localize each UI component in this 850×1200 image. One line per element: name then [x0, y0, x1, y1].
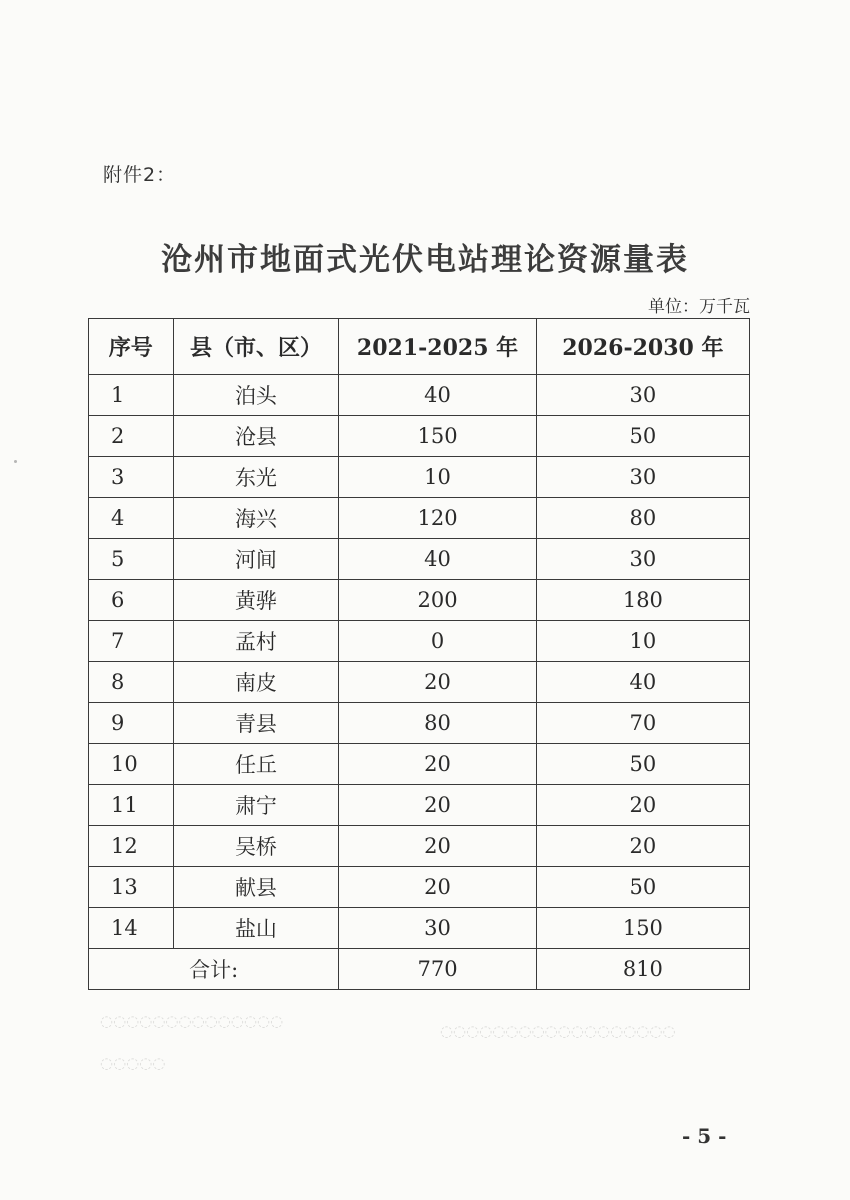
table-row: [89, 662, 750, 703]
table-row: [89, 703, 750, 744]
row-2026-2030: 50: [536, 867, 749, 908]
table-row: [89, 826, 750, 867]
row-2021-2025: 80: [339, 703, 536, 744]
row-2026-2030: 30: [536, 375, 749, 416]
row-2026-2030: 20: [536, 785, 749, 826]
page-number: - 5 -: [682, 1124, 727, 1148]
row-2026-2030: 150: [536, 908, 749, 949]
row-2021-2025: 10: [339, 457, 536, 498]
row-county: 肃宁: [173, 785, 339, 826]
row-county: 河间: [173, 539, 339, 580]
header-period-2026-2030: 2026-2030 年: [536, 319, 749, 375]
total-2026-2030: 810: [536, 949, 749, 990]
row-seq: 4: [89, 498, 174, 539]
row-seq: 11: [89, 785, 174, 826]
table-row: [89, 457, 750, 498]
row-2021-2025: 20: [339, 744, 536, 785]
row-2026-2030: 70: [536, 703, 749, 744]
table-header-row: [89, 319, 750, 375]
resource-table: [88, 318, 750, 990]
row-county: 献县: [173, 867, 339, 908]
row-seq: 7: [89, 621, 174, 662]
row-2026-2030: 50: [536, 744, 749, 785]
table-row: [89, 867, 750, 908]
bleed-through-text: ◌◌◌◌◌: [100, 1054, 166, 1072]
row-2021-2025: 20: [339, 826, 536, 867]
table-row: [89, 416, 750, 457]
bleed-through-text: ◌◌◌◌◌◌◌◌◌◌◌◌◌◌◌◌◌◌: [440, 1022, 676, 1040]
row-2026-2030: 30: [536, 457, 749, 498]
row-2021-2025: 30: [339, 908, 536, 949]
table-row: [89, 908, 750, 949]
row-2026-2030: 180: [536, 580, 749, 621]
header-county: 县（市、区）: [173, 319, 339, 375]
row-seq: 13: [89, 867, 174, 908]
row-seq: 9: [89, 703, 174, 744]
row-seq: 5: [89, 539, 174, 580]
row-2026-2030: 10: [536, 621, 749, 662]
row-2026-2030: 50: [536, 416, 749, 457]
row-2021-2025: 150: [339, 416, 536, 457]
row-seq: 12: [89, 826, 174, 867]
row-county: 海兴: [173, 498, 339, 539]
table-row: [89, 580, 750, 621]
row-county: 青县: [173, 703, 339, 744]
row-seq: 3: [89, 457, 174, 498]
scan-speck: [14, 460, 17, 463]
row-seq: 14: [89, 908, 174, 949]
table-row: [89, 785, 750, 826]
row-2021-2025: 20: [339, 867, 536, 908]
row-seq: 10: [89, 744, 174, 785]
row-2021-2025: 0: [339, 621, 536, 662]
table-row: [89, 498, 750, 539]
table-row: [89, 621, 750, 662]
bleed-through-text: ◌◌◌◌◌◌◌◌◌◌◌◌◌◌: [100, 1012, 284, 1030]
row-county: 黄骅: [173, 580, 339, 621]
row-2021-2025: 40: [339, 375, 536, 416]
table-row: [89, 744, 750, 785]
row-county: 泊头: [173, 375, 339, 416]
row-2021-2025: 120: [339, 498, 536, 539]
total-2021-2025: 770: [339, 949, 536, 990]
row-seq: 6: [89, 580, 174, 621]
total-row: [89, 949, 750, 990]
row-seq: 1: [89, 375, 174, 416]
row-2026-2030: 20: [536, 826, 749, 867]
row-seq: 2: [89, 416, 174, 457]
row-2021-2025: 200: [339, 580, 536, 621]
row-county: 孟村: [173, 621, 339, 662]
total-label: 合计:: [89, 949, 339, 990]
row-2021-2025: 20: [339, 662, 536, 703]
header-seq: 序号: [89, 319, 174, 375]
table-row: [89, 539, 750, 580]
row-county: 沧县: [173, 416, 339, 457]
table-row: [89, 375, 750, 416]
header-period-2021-2025: 2021-2025 年: [339, 319, 536, 375]
row-2021-2025: 40: [339, 539, 536, 580]
row-county: 东光: [173, 457, 339, 498]
row-county: 吴桥: [173, 826, 339, 867]
row-2026-2030: 30: [536, 539, 749, 580]
row-county: 南皮: [173, 662, 339, 703]
document-title: 沧州市地面式光伏电站理论资源量表: [161, 242, 689, 278]
row-2026-2030: 80: [536, 498, 749, 539]
row-2021-2025: 20: [339, 785, 536, 826]
row-county: 任丘: [173, 744, 339, 785]
unit-label: 单位：万千瓦: [648, 297, 750, 317]
attachment-label: 附件2：: [103, 164, 177, 186]
row-county: 盐山: [173, 908, 339, 949]
row-seq: 8: [89, 662, 174, 703]
row-2026-2030: 40: [536, 662, 749, 703]
